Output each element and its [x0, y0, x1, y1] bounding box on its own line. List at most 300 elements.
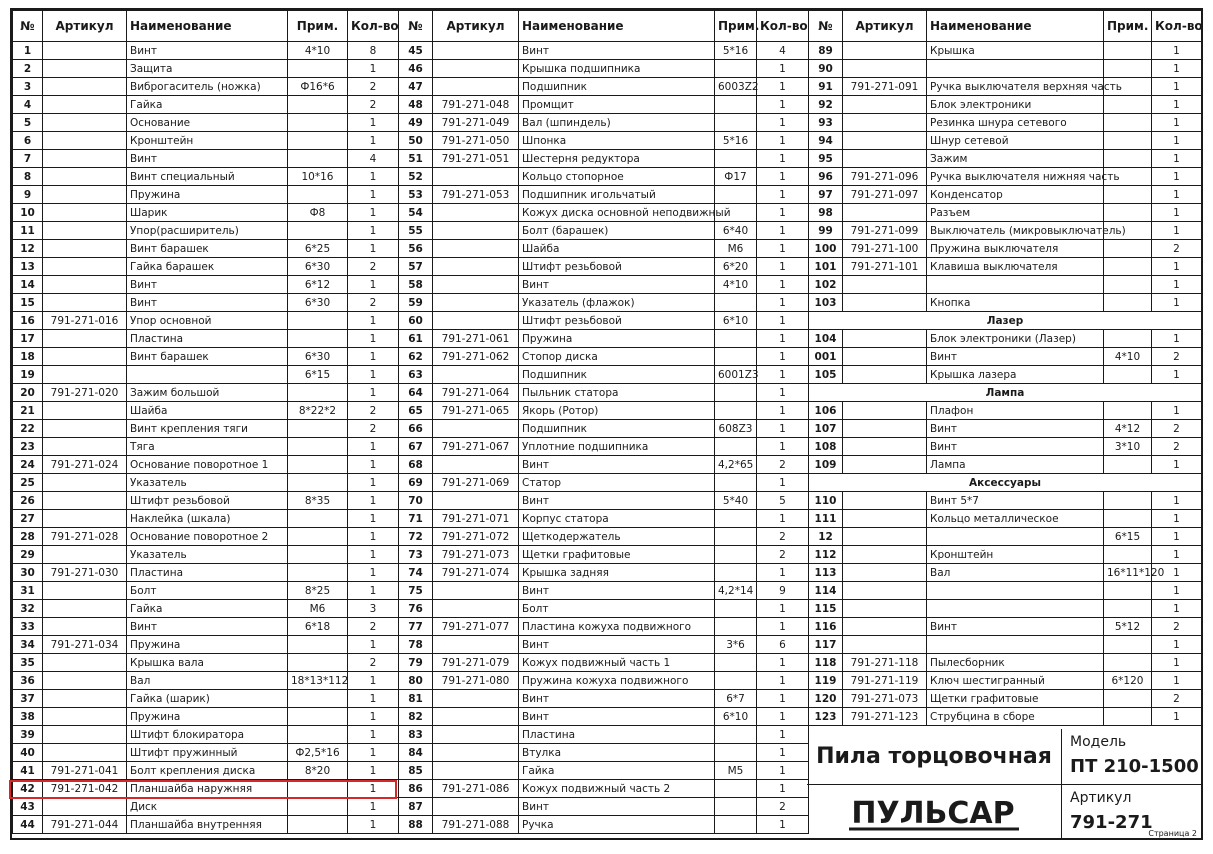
cell-name: Якорь (Ротор) — [519, 402, 715, 420]
cell-number: 30 — [13, 564, 43, 582]
table-row — [809, 690, 1202, 708]
cell-article — [433, 366, 519, 384]
cell-name: Пружина — [127, 186, 288, 204]
cell-article — [433, 798, 519, 816]
table-row — [399, 546, 809, 564]
table-row — [13, 582, 399, 600]
cell-note — [1104, 708, 1152, 726]
cell-article: 791-271-077 — [433, 618, 519, 636]
cell-article — [433, 600, 519, 618]
cell-name: Пластина — [127, 330, 288, 348]
cell-name: Пластина — [127, 564, 288, 582]
cell-number: 67 — [399, 438, 433, 456]
cell-article — [843, 294, 927, 312]
cell-qty: 1 — [1152, 294, 1202, 312]
cell-article — [43, 78, 127, 96]
cell-name: Резинка шнура сетевого — [927, 114, 1104, 132]
table-row — [399, 690, 809, 708]
cell-note: 6*7 — [715, 690, 757, 708]
cell-number: 40 — [13, 744, 43, 762]
cell-name — [127, 366, 288, 384]
cell-note: 8*20 — [288, 762, 348, 780]
cell-article — [43, 654, 127, 672]
cell-number: 86 — [399, 780, 433, 798]
cell-note: 10*16 — [288, 168, 348, 186]
cell-number: 35 — [13, 654, 43, 672]
cell-article — [43, 132, 127, 150]
cell-name: Указатель — [127, 546, 288, 564]
cell-qty: 1 — [348, 780, 399, 798]
cell-name: Пружина — [127, 708, 288, 726]
cell-number: 1 — [13, 42, 43, 60]
cell-name: Лампа — [927, 456, 1104, 474]
cell-article — [433, 708, 519, 726]
cell-note — [288, 330, 348, 348]
cell-article — [433, 456, 519, 474]
table-row — [13, 276, 399, 294]
cell-number: 105 — [809, 366, 843, 384]
cell-note — [1104, 276, 1152, 294]
cell-name: Пластина кожуха подвижного — [519, 618, 715, 636]
cell-name: Втулка — [519, 744, 715, 762]
cell-note — [715, 384, 757, 402]
table-row — [399, 276, 809, 294]
section-row — [809, 384, 1202, 402]
table-row — [13, 546, 399, 564]
cell-number: 47 — [399, 78, 433, 96]
cell-qty: 2 — [348, 294, 399, 312]
cell-article — [843, 132, 927, 150]
table-row — [13, 348, 399, 366]
cell-number: 118 — [809, 654, 843, 672]
cell-name: Статор — [519, 474, 715, 492]
cell-note — [715, 330, 757, 348]
cell-qty: 1 — [757, 618, 809, 636]
parts-table-1 — [12, 10, 399, 834]
cell-qty: 2 — [757, 528, 809, 546]
cell-number: 72 — [399, 528, 433, 546]
cell-name: Штифт пружинный — [127, 744, 288, 762]
cell-name: Шарик — [127, 204, 288, 222]
cell-name: Подшипник — [519, 78, 715, 96]
cell-article — [43, 60, 127, 78]
cell-qty: 1 — [1152, 636, 1202, 654]
cell-number: 63 — [399, 366, 433, 384]
header-number: № — [399, 11, 433, 42]
cell-number: 103 — [809, 294, 843, 312]
table-row — [13, 564, 399, 582]
cell-name — [927, 582, 1104, 600]
cell-number: 62 — [399, 348, 433, 366]
cell-note: 6*12 — [288, 276, 348, 294]
table-row — [399, 582, 809, 600]
cell-note — [288, 456, 348, 474]
cell-qty: 2 — [1152, 420, 1202, 438]
table-row — [13, 816, 399, 834]
cell-article — [843, 150, 927, 168]
cell-note: 8*22*2 — [288, 402, 348, 420]
cell-number: 69 — [399, 474, 433, 492]
cell-qty: 1 — [348, 636, 399, 654]
cell-qty: 1 — [348, 744, 399, 762]
cell-number: 50 — [399, 132, 433, 150]
table-row — [13, 330, 399, 348]
cell-name: Уплотние подшипника — [519, 438, 715, 456]
brand-logo — [807, 785, 1062, 840]
table-row — [13, 744, 399, 762]
cell-article — [433, 222, 519, 240]
cell-note — [288, 690, 348, 708]
cell-qty: 1 — [1152, 546, 1202, 564]
row-highlight — [9, 780, 397, 799]
cell-qty: 1 — [757, 114, 809, 132]
cell-article — [43, 168, 127, 186]
cell-article — [433, 582, 519, 600]
model-value: ПТ 210-1500 — [1070, 756, 1199, 777]
cell-qty: 1 — [757, 240, 809, 258]
cell-number: 83 — [399, 726, 433, 744]
cell-name: Винт крепления тяги — [127, 420, 288, 438]
cell-qty: 2 — [348, 402, 399, 420]
cell-article — [43, 438, 127, 456]
cell-number: 65 — [399, 402, 433, 420]
cell-note — [715, 294, 757, 312]
cell-note: 18*13*112 — [288, 672, 348, 690]
cell-number: 23 — [13, 438, 43, 456]
cell-article — [433, 168, 519, 186]
cell-qty: 1 — [757, 186, 809, 204]
cell-name: Винт — [127, 276, 288, 294]
cell-article: 791-271-074 — [433, 564, 519, 582]
cell-name: Винт — [927, 420, 1104, 438]
cell-qty: 2 — [348, 420, 399, 438]
cell-number: 82 — [399, 708, 433, 726]
header-qty: Кол-во — [1152, 11, 1202, 42]
table-row — [13, 708, 399, 726]
table-row — [399, 240, 809, 258]
cell-qty: 1 — [757, 654, 809, 672]
cell-qty: 1 — [1152, 708, 1202, 726]
cell-name: Винт специальный — [127, 168, 288, 186]
table-row — [13, 186, 399, 204]
cell-name: Пружина выключателя — [927, 240, 1104, 258]
cell-note: 6*30 — [288, 294, 348, 312]
cell-name: Болт крепления диска — [127, 762, 288, 780]
cell-article: 791-271-099 — [843, 222, 927, 240]
cell-note — [715, 60, 757, 78]
cell-article — [843, 276, 927, 294]
cell-number: 20 — [13, 384, 43, 402]
table-row — [399, 258, 809, 276]
cell-number: 68 — [399, 456, 433, 474]
cell-number: 101 — [809, 258, 843, 276]
cell-article: 791-271-048 — [433, 96, 519, 114]
cell-note: 6*10 — [715, 312, 757, 330]
cell-note — [288, 636, 348, 654]
cell-name: Винт — [127, 618, 288, 636]
table-row — [13, 798, 399, 816]
cell-note — [715, 186, 757, 204]
cell-number: 76 — [399, 600, 433, 618]
cell-qty: 3 — [348, 600, 399, 618]
table-row — [809, 330, 1202, 348]
cell-number: 37 — [13, 690, 43, 708]
cell-number: 61 — [399, 330, 433, 348]
cell-qty: 1 — [348, 276, 399, 294]
cell-qty: 1 — [757, 726, 809, 744]
cell-article — [843, 348, 927, 366]
cell-qty: 1 — [757, 402, 809, 420]
cell-name: Винт — [519, 636, 715, 654]
cell-note: 6*10 — [715, 708, 757, 726]
cell-name: Вал — [127, 672, 288, 690]
cell-article — [43, 258, 127, 276]
parts-sheet — [10, 8, 1203, 840]
table-row — [399, 168, 809, 186]
cell-note — [288, 546, 348, 564]
cell-article — [43, 150, 127, 168]
cell-note: М6 — [288, 600, 348, 618]
cell-note — [715, 726, 757, 744]
table-row — [13, 150, 399, 168]
cell-qty: 1 — [1152, 42, 1202, 60]
cell-qty: 1 — [348, 798, 399, 816]
cell-name: Крышка задняя — [519, 564, 715, 582]
cell-number: 56 — [399, 240, 433, 258]
cell-note — [288, 186, 348, 204]
cell-article — [43, 186, 127, 204]
cell-article — [843, 528, 927, 546]
header-article: Артикул — [43, 11, 127, 42]
cell-qty: 1 — [348, 348, 399, 366]
cell-qty: 1 — [1152, 510, 1202, 528]
cell-qty: 1 — [348, 114, 399, 132]
cell-qty: 1 — [1152, 204, 1202, 222]
cell-qty: 1 — [757, 150, 809, 168]
cell-qty: 1 — [1152, 672, 1202, 690]
cell-qty: 1 — [757, 384, 809, 402]
table-row — [809, 366, 1202, 384]
cell-qty: 1 — [757, 744, 809, 762]
cell-name: Винт барашек — [127, 348, 288, 366]
table-row — [809, 78, 1202, 96]
cell-qty: 1 — [348, 816, 399, 834]
cell-number: 16 — [13, 312, 43, 330]
cell-number: 19 — [13, 366, 43, 384]
cell-article — [43, 546, 127, 564]
cell-number: 85 — [399, 762, 433, 780]
cell-name — [927, 600, 1104, 618]
table-row — [13, 114, 399, 132]
cell-number: 120 — [809, 690, 843, 708]
cell-note — [1104, 114, 1152, 132]
table-row — [809, 114, 1202, 132]
header-qty: Кол-во — [757, 11, 809, 42]
cell-number: 106 — [809, 402, 843, 420]
cell-name: Винт — [127, 150, 288, 168]
table-row — [809, 546, 1202, 564]
table-row — [13, 474, 399, 492]
cell-name: Подшипник — [519, 366, 715, 384]
header-article: Артикул — [843, 11, 927, 42]
article-cell — [1062, 785, 1201, 840]
cell-number: 90 — [809, 60, 843, 78]
table-row — [399, 384, 809, 402]
cell-qty: 1 — [757, 438, 809, 456]
cell-number: 95 — [809, 150, 843, 168]
table-row — [399, 204, 809, 222]
cell-name: Струбцина в сборе — [927, 708, 1104, 726]
cell-number: 59 — [399, 294, 433, 312]
cell-qty: 1 — [348, 510, 399, 528]
cell-qty: 2 — [348, 96, 399, 114]
cell-name: Стопор диска — [519, 348, 715, 366]
cell-number: 84 — [399, 744, 433, 762]
cell-article — [43, 492, 127, 510]
cell-name: Шестерня редуктора — [519, 150, 715, 168]
cell-name: Выключатель (микровыключатель) — [927, 222, 1104, 240]
cell-name — [927, 60, 1104, 78]
cell-note — [288, 384, 348, 402]
cell-number: 27 — [13, 510, 43, 528]
table-row — [809, 348, 1202, 366]
cell-article — [43, 672, 127, 690]
cell-qty: 1 — [757, 60, 809, 78]
cell-article — [43, 222, 127, 240]
cell-qty: 2 — [1152, 348, 1202, 366]
table-row — [809, 294, 1202, 312]
table-row — [809, 492, 1202, 510]
cell-note — [1104, 132, 1152, 150]
cell-qty: 1 — [348, 240, 399, 258]
cell-note — [1104, 330, 1152, 348]
cell-article: 791-271-071 — [433, 510, 519, 528]
table-row — [809, 96, 1202, 114]
cell-note — [288, 708, 348, 726]
cell-article — [43, 402, 127, 420]
cell-name: Щетки графитовые — [927, 690, 1104, 708]
table-row — [809, 168, 1202, 186]
cell-qty: 1 — [348, 438, 399, 456]
cell-name: Винт — [927, 618, 1104, 636]
cell-note — [715, 600, 757, 618]
cell-note: М5 — [715, 762, 757, 780]
cell-qty: 1 — [757, 600, 809, 618]
cell-article — [43, 708, 127, 726]
cell-number: 17 — [13, 330, 43, 348]
cell-article: 791-271-061 — [433, 330, 519, 348]
table-row — [399, 42, 809, 60]
cell-qty: 5 — [757, 492, 809, 510]
cell-article — [43, 348, 127, 366]
cell-number: 102 — [809, 276, 843, 294]
cell-number: 91 — [809, 78, 843, 96]
table-row — [13, 690, 399, 708]
cell-article: 791-271-080 — [433, 672, 519, 690]
cell-qty: 1 — [1152, 456, 1202, 474]
header-number: № — [809, 11, 843, 42]
cell-number: 93 — [809, 114, 843, 132]
table-row — [399, 366, 809, 384]
cell-article — [43, 42, 127, 60]
cell-note — [288, 438, 348, 456]
cell-note: 4,2*14 — [715, 582, 757, 600]
cell-number: 34 — [13, 636, 43, 654]
table-row — [399, 456, 809, 474]
cell-note: Ф8 — [288, 204, 348, 222]
cell-article: 791-271-097 — [843, 186, 927, 204]
cell-qty: 1 — [348, 330, 399, 348]
model-label: Модель — [1070, 734, 1127, 750]
cell-name: Вал — [927, 564, 1104, 582]
cell-note: Ф16*6 — [288, 78, 348, 96]
cell-qty: 1 — [1152, 60, 1202, 78]
cell-article: 791-271-091 — [843, 78, 927, 96]
cell-name: Основание поворотное 2 — [127, 528, 288, 546]
cell-article — [43, 114, 127, 132]
cell-note: Ф17 — [715, 168, 757, 186]
cell-name: Винт — [927, 438, 1104, 456]
cell-qty: 1 — [757, 510, 809, 528]
cell-article: 791-271-064 — [433, 384, 519, 402]
cell-number: 12 — [809, 528, 843, 546]
cell-number: 49 — [399, 114, 433, 132]
cell-article: 791-271-088 — [433, 816, 519, 834]
cell-qty: 1 — [1152, 402, 1202, 420]
table-row — [399, 510, 809, 528]
cell-note — [715, 546, 757, 564]
cell-number: 12 — [13, 240, 43, 258]
cell-number: 116 — [809, 618, 843, 636]
cell-number: 10 — [13, 204, 43, 222]
cell-name: Винт — [519, 42, 715, 60]
section-title: Аксессуары — [809, 474, 1202, 492]
cell-number: 7 — [13, 150, 43, 168]
cell-name: Пластина — [519, 726, 715, 744]
cell-note — [715, 618, 757, 636]
cell-name: Указатель — [127, 474, 288, 492]
cell-article — [843, 600, 927, 618]
cell-note: 5*40 — [715, 492, 757, 510]
cell-name: Вал (шпиндель) — [519, 114, 715, 132]
cell-name: Щетки графитовые — [519, 546, 715, 564]
cell-qty: 1 — [757, 474, 809, 492]
cell-qty: 1 — [1152, 330, 1202, 348]
cell-name: Упор основной — [127, 312, 288, 330]
cell-number: 5 — [13, 114, 43, 132]
table-row — [809, 258, 1202, 276]
cell-name: Щеткодержатель — [519, 528, 715, 546]
cell-article: 791-271-041 — [43, 762, 127, 780]
header-qty: Кол-во — [348, 11, 399, 42]
cell-note: 3*6 — [715, 636, 757, 654]
table-row — [13, 294, 399, 312]
cell-note: 6*30 — [288, 348, 348, 366]
cell-qty: 1 — [1152, 168, 1202, 186]
cell-qty: 1 — [348, 222, 399, 240]
cell-article: 791-271-073 — [843, 690, 927, 708]
cell-qty: 4 — [757, 42, 809, 60]
table-row — [13, 60, 399, 78]
cell-name: Болт (барашек) — [519, 222, 715, 240]
header-note: Прим. — [288, 11, 348, 42]
cell-qty: 1 — [348, 132, 399, 150]
cell-note — [1104, 636, 1152, 654]
cell-article — [843, 96, 927, 114]
cell-article — [843, 420, 927, 438]
cell-note — [1104, 60, 1152, 78]
cell-name: Основание — [127, 114, 288, 132]
